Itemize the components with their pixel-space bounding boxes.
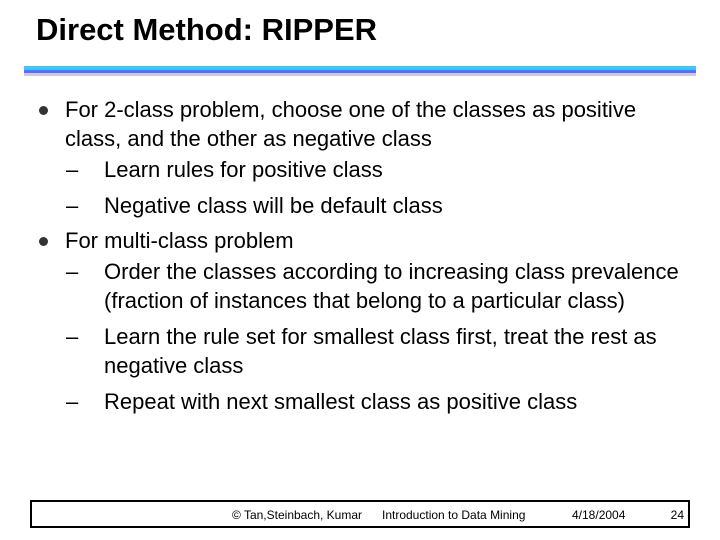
slide-footer [30, 500, 690, 528]
sub-bullet-item [66, 322, 694, 380]
footer-course: Introduction to Data Mining [382, 508, 526, 522]
sub-bullet-text: Learn the rule set for smallest class first, treat the rest as negative class [104, 324, 657, 378]
sub-bullet-item [66, 387, 694, 416]
footer-date: 4/18/2004 [572, 508, 626, 522]
bullet-text: For 2-class problem, choose one of the classes as positive class, and the other as negative class [65, 97, 637, 151]
sub-bullet-text: Negative class will be default class [104, 193, 443, 218]
sub-bullet-text: Learn rules for positive class [104, 157, 383, 182]
slide-title: Direct Method: RIPPER [36, 12, 378, 47]
sub-bullet-text: Order the classes according to increasing class prevalence (fraction of instances that belong to a particular class) [104, 259, 679, 313]
slide-body [0, 95, 720, 416]
dash-icon: – [66, 157, 79, 182]
sub-bullet-item [66, 191, 694, 220]
sub-bullet-item [66, 257, 694, 315]
dash-icon: – [66, 324, 79, 349]
dash-icon: – [66, 259, 79, 284]
title-rule-bottom [24, 73, 696, 76]
bullet-text: For multi-class problem [65, 228, 294, 253]
footer-authors: © Tan,Steinbach, Kumar [232, 508, 363, 522]
sub-bullet-text: Repeat with next smallest class as positive class [104, 389, 578, 414]
bullet-item [65, 95, 695, 153]
dash-icon: – [66, 389, 79, 414]
bullet-icon [39, 237, 48, 246]
dash-icon: – [66, 193, 79, 218]
bullet-icon [39, 106, 48, 115]
bullet-item [65, 226, 695, 255]
sub-bullet-item [66, 155, 694, 184]
footer-page-number: 24 [670, 508, 684, 522]
